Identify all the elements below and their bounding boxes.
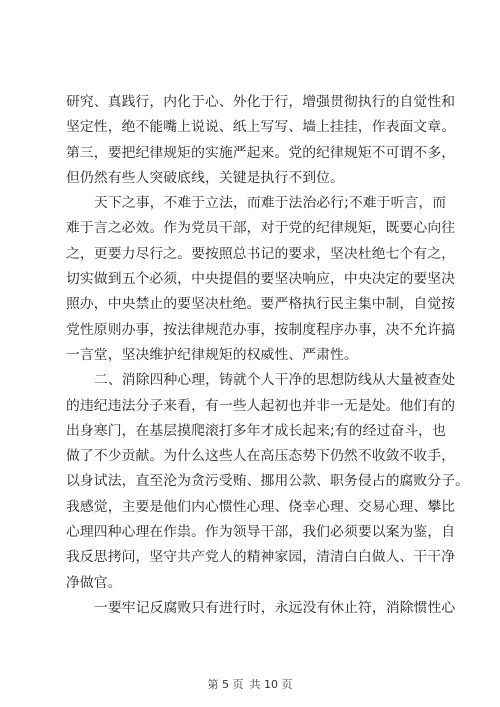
text-line: 我感觉，主要是他们内心惯性心理、侥幸心理、交易心理、攀比 xyxy=(66,498,456,515)
text-line: 照办，中央禁止的要坚决杜绝。要严格执行民主集中制，自觉按 xyxy=(66,296,456,313)
text-line: 切实做到五个必须，中央提倡的要坚决响应，中央决定的要坚决 xyxy=(66,271,456,288)
text-line: 难于言之必效。作为党员干部，对于党的纪律规矩，既要心向往 xyxy=(66,220,456,237)
text-line: 一要牢记反腐败只有进行时，永远没有休止符，消除惯性心 xyxy=(94,599,456,616)
text-line: 但仍然有些人突破底线，关键是执行不到位。 xyxy=(66,169,344,186)
page-number: 第 5 页 xyxy=(207,678,244,691)
text-line: 第三，要把纪律规矩的实施严起来。党的纪律规矩不可谓不多， xyxy=(66,144,456,161)
text-line: 坚定性，绝不能嘴上说说、纸上写写、墙上挂挂，作表面文章。 xyxy=(66,119,456,136)
text-line: 我反思拷问，坚守共产党人的精神家园，清清白白做人、干干净 xyxy=(66,549,456,566)
page-footer xyxy=(0,676,500,692)
text-line: 心理四种心理在作祟。作为领导干部，我们必须要以案为鉴，自 xyxy=(66,524,456,541)
text-line: 党性原则办事，按法律规范办事，按制度程序办事，决不允许搞 xyxy=(66,321,456,338)
text-line: 做了不少贡献。为什么这些人在高压态势下仍然不收敛不收手， xyxy=(66,448,456,465)
page-total: 共 10 页 xyxy=(249,678,293,691)
text-line: 天下之事，不难于立法，而难于法治必行;不难于听言，而 xyxy=(94,195,447,212)
text-line: 一言堂，坚决维护纪律规矩的权威性、严肃性。 xyxy=(66,346,358,363)
text-line: 之，更要力尽行之。要按照总书记的要求，坚决杜绝七个有之， xyxy=(66,245,456,262)
document-body xyxy=(66,90,470,621)
text-line: 净做官。 xyxy=(66,574,122,591)
text-line: 以身试法，直至沦为贪污受贿、挪用公款、职务侵占的腐败分子。 xyxy=(66,473,470,490)
text-line: 研究、真践行，内化于心、外化于行，增强贯彻执行的自觉性和 xyxy=(66,94,456,110)
text-line: 出身寒门，在基层摸爬滚打多年才成长起来;有的经过奋斗，也 xyxy=(66,422,446,439)
text-line: 二、消除四种心理，铸就个人干净的思想防线从大量被查处 xyxy=(94,372,456,389)
text-line: 的违纪违法分子来看，有一些人起初也并非一无是处。他们有的 xyxy=(66,397,456,414)
